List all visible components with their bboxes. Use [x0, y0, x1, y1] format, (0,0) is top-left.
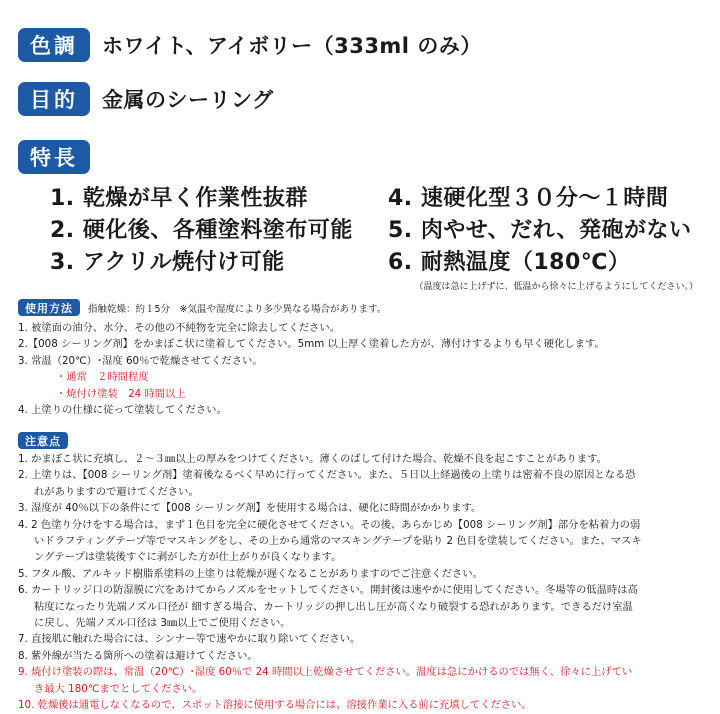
- color-row: [18, 28, 482, 62]
- usage-line-baking: ・焼付け塗装 24 時間以上: [56, 387, 186, 400]
- usage-list: [18, 320, 708, 418]
- feature-item-5: 5. 肉やせ、だれ、発砲がない: [388, 218, 692, 243]
- usage-subtitle: 指触乾燥：約１5分 ※気温や湿度により多少異なる場合があります。: [88, 303, 387, 315]
- caution-line-2b: れがありますので避けてください。: [34, 485, 199, 498]
- caution-line-9b: き最大 180℃までとしてください。: [34, 682, 203, 695]
- cautions-label: 注意点: [18, 432, 68, 449]
- caution-line-1: 1. かまぼこ状に充填し、２〜３㎜以上の厚みをつけてください。薄くのばして付けた場合、乾燥不良を起こすことがあります。: [18, 453, 607, 465]
- color-value: ホワイト、アイボリー（333ml のみ）: [102, 34, 482, 58]
- caution-line-7: 7. 直接肌に触れた場合には、シンナー等で速やかに取り除いてください。: [18, 633, 361, 646]
- features-label: 特長: [18, 140, 90, 174]
- usage-line-4: 4. 上塗りの仕様に従って塗装してください。: [18, 404, 227, 417]
- usage-header: [18, 299, 386, 316]
- color-label: 色調: [18, 28, 90, 62]
- caution-line-6c: に戻し、先端ノズル口径は 3㎜以上でご使用ください。: [34, 617, 291, 630]
- feature-item-2: 2. 硬化後、各種塗料塗布可能: [50, 218, 353, 243]
- feature-item-1: 1. 乾燥が早く作業性抜群: [50, 186, 308, 211]
- purpose-value: 金属のシーリング: [102, 88, 274, 112]
- usage-line-1: 1. 被塗面の油分、水分、その他の不純物を完全に除去してください。: [18, 322, 341, 334]
- features-note: （温度は急に上げずに、低温から徐々に上げるようにしてください。）: [414, 282, 698, 292]
- caution-line-2: 2. 上塗りは、【008 シーリング剤】塗着後なるべく早めに行ってください。また、５日以上経過後の上塗りは密着不良の原因となる恐: [18, 469, 636, 482]
- purpose-label: 目的: [18, 82, 90, 116]
- usage-line-2: 2.【008 シーリング剤】をかまぼこ状に塗着してください。5mm 以上厚く塗着した方が、薄付けするよりも早く硬化します。: [18, 338, 605, 351]
- caution-line-10: 10. 乾燥後は通電しなくなるので、スポット溶接に使用する場合には、溶接作業に入る前に充填してください。: [18, 699, 532, 712]
- caution-line-4b: いドラフティングテープ等でマスキングをし、その上から通常のマスキングテープを貼り 2 色目を塗装してください。また、マスキ: [34, 535, 642, 548]
- caution-line-8: 8. 紫外線が当たる箇所への塗着は避けてください。: [18, 649, 258, 662]
- caution-line-4c: ングテープは塗装後すぐに剥がした方が仕上がりが良くなります。: [34, 551, 342, 564]
- feature-item-6: 6. 耐熱温度（180℃）: [388, 250, 631, 275]
- caution-line-5: 5. フタル酸、アルキッド樹脂系塗料の上塗りは乾燥が遅くなることがありますのでご注意ください。: [18, 567, 483, 580]
- feature-item-4: 4. 速硬化型３０分〜１時間: [388, 186, 669, 211]
- usage-line-3: 3. 常温（20℃）･湿度 60％で乾燥させてください。: [18, 354, 263, 367]
- caution-line-3: 3. 湿度が 40％以下の条件にて【008 シーリング剤】を使用する場合は、硬化に時間がかかります。: [18, 502, 482, 515]
- purpose-row: [18, 82, 274, 116]
- usage-label: 使用方法: [18, 299, 80, 316]
- caution-line-6: 6. カートリッジ口の防湿膜に穴をあけてからノズルをセットしてください。開封後は速やかに使用してください。冬場等の低温時は高: [18, 584, 638, 597]
- features-row: [18, 140, 90, 174]
- feature-item-3: 3. アクリル焼付け可能: [50, 250, 285, 275]
- usage-line-normal: ・通常 ２時間程度: [56, 371, 149, 384]
- cautions-list: [18, 451, 708, 714]
- caution-line-6b: 粘度になったり先端ノズル口径が 細すぎる場合、カートリッジの押し出し圧が高くなり破裂する恐れがあります。できるだけ室温: [34, 600, 633, 613]
- cautions-header: [18, 432, 68, 449]
- caution-line-9: 9. 焼付け塗装の際は、常温（20℃）･湿度 60％で 24 時間以上乾燥させてください。温度は急にかけるのでは無く、徐々に上げてい: [18, 666, 633, 679]
- caution-line-4: 4. 2 色塗り分けをする場合は、まず１色目を完全に硬化させてください。その後、あらかじめ【008 シーリング剤】部分を粘着力の弱: [18, 518, 641, 531]
